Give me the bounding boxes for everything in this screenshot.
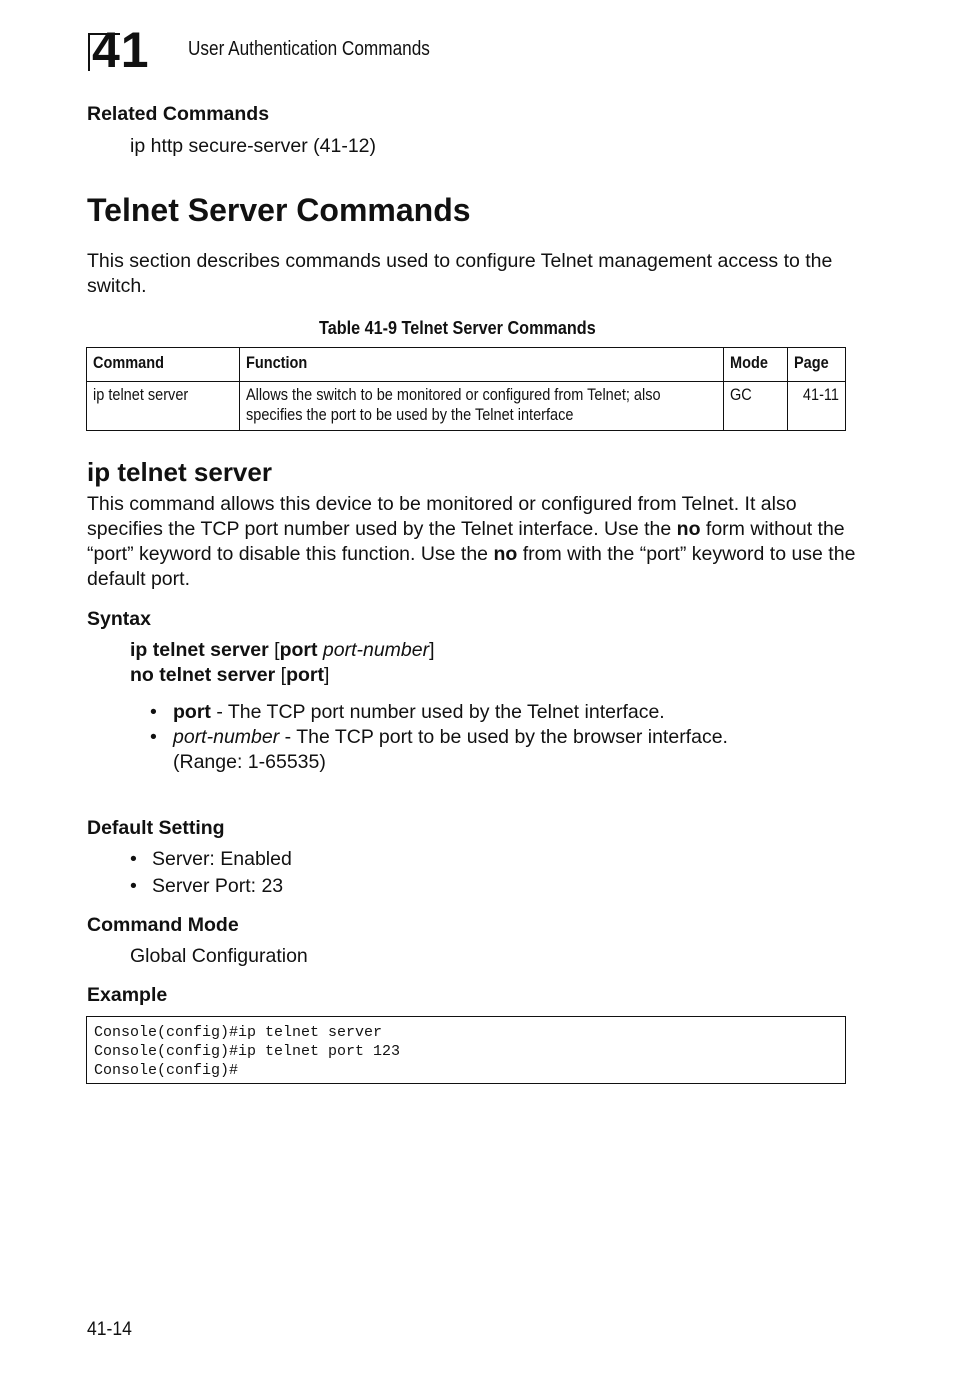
- table-cell-page: 41-11: [787, 382, 845, 431]
- code-line: Console(config)#ip telnet server: [94, 1024, 383, 1041]
- table-row: [87, 382, 846, 431]
- command-mode-value: Global Configuration: [130, 945, 308, 967]
- bullet-icon: •: [130, 848, 137, 870]
- table-cell-mode: GC: [723, 382, 787, 431]
- page-number: 41-14: [87, 1318, 132, 1340]
- table-cell-function: Allows the switch to be monitored or configured from Telnet; also specifies the port to be used by the Telnet interface: [239, 382, 723, 431]
- commands-table: [86, 347, 846, 431]
- chapter-title: User Authentication Commands: [188, 38, 430, 60]
- syntax-line: ip telnet server [port port-number]: [130, 639, 435, 661]
- list-item: • port-number - The TCP port to be used by the browser interface. (Range: 1-65535): [150, 726, 728, 773]
- bullet-icon: •: [150, 726, 157, 748]
- list-item: • Server Port: 23: [130, 873, 292, 900]
- bullet-icon: •: [130, 875, 137, 897]
- section-title: Telnet Server Commands: [87, 192, 471, 228]
- table-header-page: Page: [787, 348, 845, 382]
- code-line: Console(config)#: [94, 1062, 239, 1079]
- example-code-box: [86, 1016, 846, 1084]
- code-line: Console(config)#ip telnet port 123: [94, 1043, 401, 1060]
- parameter-list: [150, 700, 850, 775]
- default-setting-label: Default Setting: [87, 817, 225, 839]
- section-intro: This section describes commands used to configure Telnet management access to the switch.: [87, 250, 833, 297]
- command-mode-label: Command Mode: [87, 914, 239, 936]
- syntax-label: Syntax: [87, 608, 151, 630]
- command-title: ip telnet server: [87, 457, 272, 487]
- table-header-command: Command: [87, 348, 240, 382]
- syntax-line: no telnet server [port]: [130, 664, 330, 686]
- list-item: • port - The TCP port number used by the Telnet interface.: [150, 701, 665, 723]
- command-description: This command allows this device to be monitored or configured from Telnet. It also specifies the TCP port number used by the Telnet interface. Use the no form without the “port” keyword to disable this function. Use the no from with the “port” keyword to use the default port.: [87, 493, 856, 590]
- bullet-icon: •: [150, 701, 157, 723]
- table-cell-command: ip telnet server: [87, 382, 240, 431]
- chapter-number-box: [88, 22, 162, 78]
- table-header-row: [87, 348, 846, 382]
- table-header-function: Function: [239, 348, 723, 382]
- related-command-item: ip http secure-server (41-12): [130, 135, 377, 157]
- list-item: • Server: Enabled: [130, 846, 292, 873]
- table-header-mode: Mode: [723, 348, 787, 382]
- example-label: Example: [87, 984, 168, 1006]
- table-caption: Table 41-9 Telnet Server Commands: [319, 318, 596, 338]
- default-setting-list: [130, 846, 292, 900]
- related-commands-label: Related Commands: [87, 103, 270, 125]
- chapter-number: 41: [92, 22, 150, 78]
